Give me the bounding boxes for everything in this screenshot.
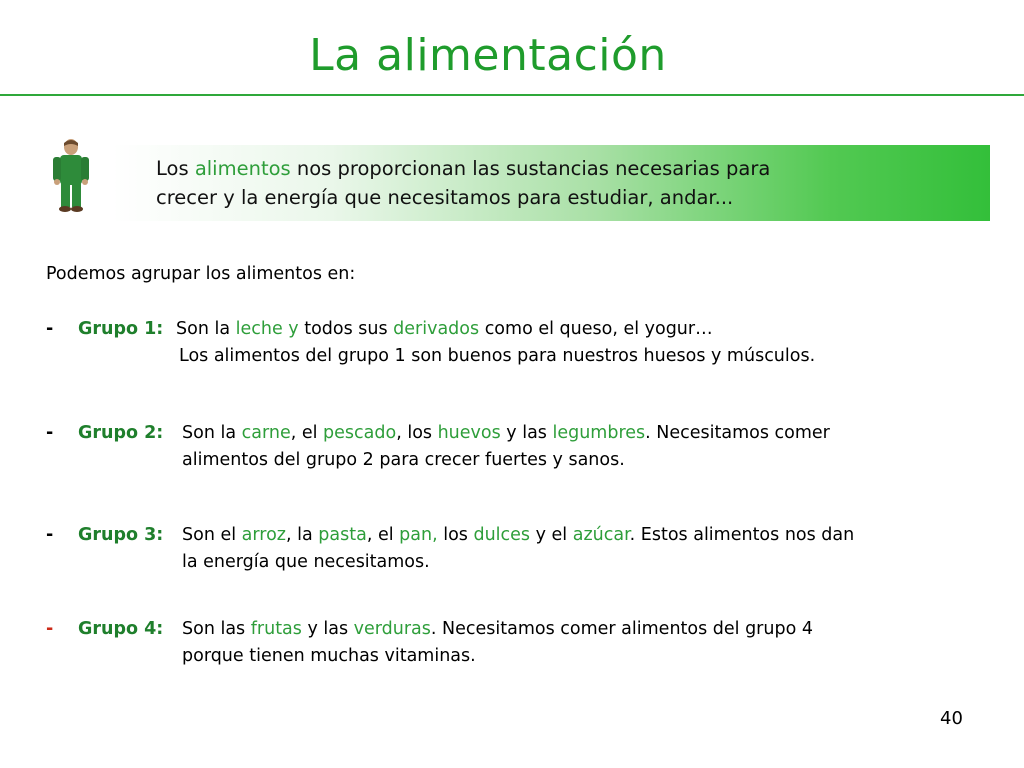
text-segment: . Necesitamos comer (645, 423, 830, 443)
keyword: derivados (393, 319, 480, 339)
group-note: Los alimentos del grupo 1 son buenos para nuestros huesos y músculos. (179, 346, 816, 366)
keyword: azúcar (572, 525, 630, 545)
keyword: huevos (437, 423, 501, 443)
bullet-dash: - (46, 319, 54, 339)
group-label: Grupo 2: (78, 423, 164, 443)
keyword: arroz (241, 525, 286, 545)
intro-banner (112, 145, 990, 221)
text-segment: y las (301, 619, 354, 639)
group-description (182, 616, 813, 643)
group-note: la energía que necesitamos. (182, 552, 430, 572)
keyword: carne (241, 423, 291, 443)
text-segment: todos sus (298, 319, 394, 339)
keyword: pasta (318, 525, 367, 545)
group-description (182, 522, 854, 549)
text-segment: , la (286, 525, 319, 545)
keyword: frutas (250, 619, 302, 639)
banner-keyword-alimentos: alimentos (194, 157, 291, 180)
bullet-dash: - (46, 423, 54, 443)
bullet-dash: - (46, 619, 54, 639)
text-segment: , el (366, 525, 400, 545)
group-note: porque tienen muchas vitaminas. (182, 646, 476, 666)
text-segment: Son la (176, 319, 236, 339)
text-segment: . Estos alimentos nos dan (629, 525, 855, 545)
text-segment: y el (530, 525, 573, 545)
group-description (182, 420, 830, 447)
group-label: Grupo 4: (78, 619, 164, 639)
keyword: pan, (399, 525, 438, 545)
title-divider (0, 94, 1024, 96)
text-segment: . Necesitamos comer alimentos del grupo 4 (430, 619, 813, 639)
text-segment: Son el (182, 525, 242, 545)
green-jumpsuit-person-icon (50, 137, 92, 213)
group-label: Grupo 3: (78, 525, 164, 545)
text-segment: , los (396, 423, 438, 443)
group-description (176, 316, 713, 343)
banner-text-2: nos proporcionan las sustancias necesarias para (290, 157, 771, 180)
text-segment: y las (500, 423, 553, 443)
text-segment: Son la (182, 423, 242, 443)
group-note: alimentos del grupo 2 para crecer fuertes y sanos. (182, 450, 625, 470)
group-label: Grupo 1: (78, 319, 164, 339)
page-number: 40 (940, 708, 963, 729)
text-segment: como el queso, el yogur… (479, 319, 713, 339)
keyword: verduras (353, 619, 431, 639)
text-segment: los (437, 525, 474, 545)
banner-text-1: Los (156, 157, 195, 180)
keyword: legumbres (552, 423, 646, 443)
keyword: pescado (323, 423, 397, 443)
bullet-dash: - (46, 525, 54, 545)
banner-text-3: crecer y la energía que necesitamos para estudiar, andar... (156, 186, 734, 209)
text-segment: Son las (182, 619, 251, 639)
slide-title: La alimentación (309, 30, 667, 81)
text-segment: , el (290, 423, 324, 443)
keyword: leche y (235, 319, 299, 339)
intro-text: Podemos agrupar los alimentos en: (46, 264, 356, 284)
keyword: dulces (473, 525, 531, 545)
banner-text (156, 154, 976, 212)
